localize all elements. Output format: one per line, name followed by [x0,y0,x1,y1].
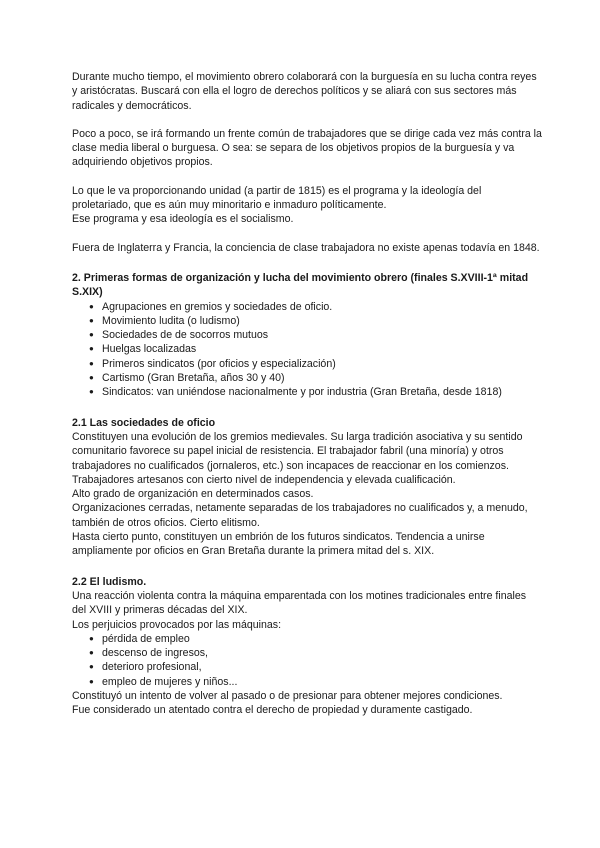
section-2-2-paragraph-3: Constituyó un intento de volver al pasado o de presionar para obtener mejores condiciones. [72,689,503,702]
section-2-1-paragraph-1: Constituyen una evolución de los gremios medievales. Su larga tradición asociativa y su sentido comunitario favorece su papel inicial de resistencia. El trabajador fabril (una minoría) y otros trabajadores no cualificados (jornaleros, etc.) son incapaces de reaccionar en los comienzos. [72,430,523,472]
list-item: ● Sociedades de de socorros mutuos [72,328,542,342]
list-item: ● Sindicatos: van uniéndose nacionalmente y por industria (Gran Bretaña, desde 1818) [72,385,542,399]
section-2-1-paragraph-2: Trabajadores artesanos con cierto nivel de independencia y elevada cualificación. [72,473,456,486]
section-2-2-paragraph-4: Fue considerado un atentado contra el derecho de propiedad y duramente castigado. [72,704,473,717]
section-2-1-paragraph-5: Hasta cierto punto, constituyen un embrión de los futuros sindicatos. Tendencia a unirse ampliamente por oficios en Gran Bretaña durante la primera mitad del s. XIX. [72,531,485,558]
intro-paragraph-4: Fuera de Inglaterra y Francia, la conciencia de clase trabajadora no existe apenas todavía en 1848. [72,241,540,254]
section-2-heading: 2. Primeras formas de organización y lucha del movimiento obrero (finales S.XVIII-1ª mitad S.XIX) [72,271,529,299]
list-item: ● deterioro profesional, [72,660,542,674]
section-2-1-paragraph-3: Alto grado de organización en determinados casos. [72,488,314,501]
document-body [72,70,542,718]
section-2-2-heading: 2.2 El ludismo. [72,575,147,588]
list-item: ● empleo de mujeres y niños... [72,675,542,689]
list-item: ● Agrupaciones en gremios y sociedades de oficio. [72,300,542,314]
intro-paragraph-1: Durante mucho tiempo, el movimiento obrero colaborará con la burguesía en su lucha contra reyes y aristócratas. Buscará con ella el logro de derechos políticos y se aliará con sus sectores más radicales y democráticos. [72,71,537,112]
list-item: ● Cartismo (Gran Bretaña, años 30 y 40) [72,371,542,385]
section-2-2-paragraph-1: Una reacción violenta contra la máquina emparentada con los motines tradicionales entre finales del XVIII y primeras décadas del XIX. [72,589,527,617]
list-item: ● Huelgas localizadas [72,342,542,356]
list-item: ● descenso de ingresos, [72,646,542,660]
section-2-2-paragraph-2: Los perjuicios provocados por las máquinas: [72,618,282,631]
list-item: ● pérdida de empleo [72,632,542,646]
intro-paragraph-2: Poco a poco, se irá formando un frente común de trabajadores que se dirige cada vez más contra la clase media liberal o burguesa. O sea: se separa de los objetivos propios de la burguesía y va adquiriendo objetivos propios. [72,127,542,169]
section-2-2-list [72,632,542,689]
intro-paragraph-3b: Ese programa y esa ideología es el socialismo. [72,213,294,226]
intro-paragraph-3: Lo que le va proporcionando unidad (a partir de 1815) es el programa y la ideología del proletariado, que es aún muy minoritario e inmaduro políticamente. [72,184,482,212]
section-2-1-paragraph-4: Organizaciones cerradas, netamente separadas de los trabajadores no cualificados y, a menudo, también de otros oficios. Cierto elitismo. [72,502,528,529]
list-item: ● Movimiento ludita (o ludismo) [72,314,542,328]
section-2-1-heading: 2.1 Las sociedades de oficio [72,416,216,429]
section-2-list [72,300,542,400]
list-item: ● Primeros sindicatos (por oficios y especialización) [72,357,542,371]
